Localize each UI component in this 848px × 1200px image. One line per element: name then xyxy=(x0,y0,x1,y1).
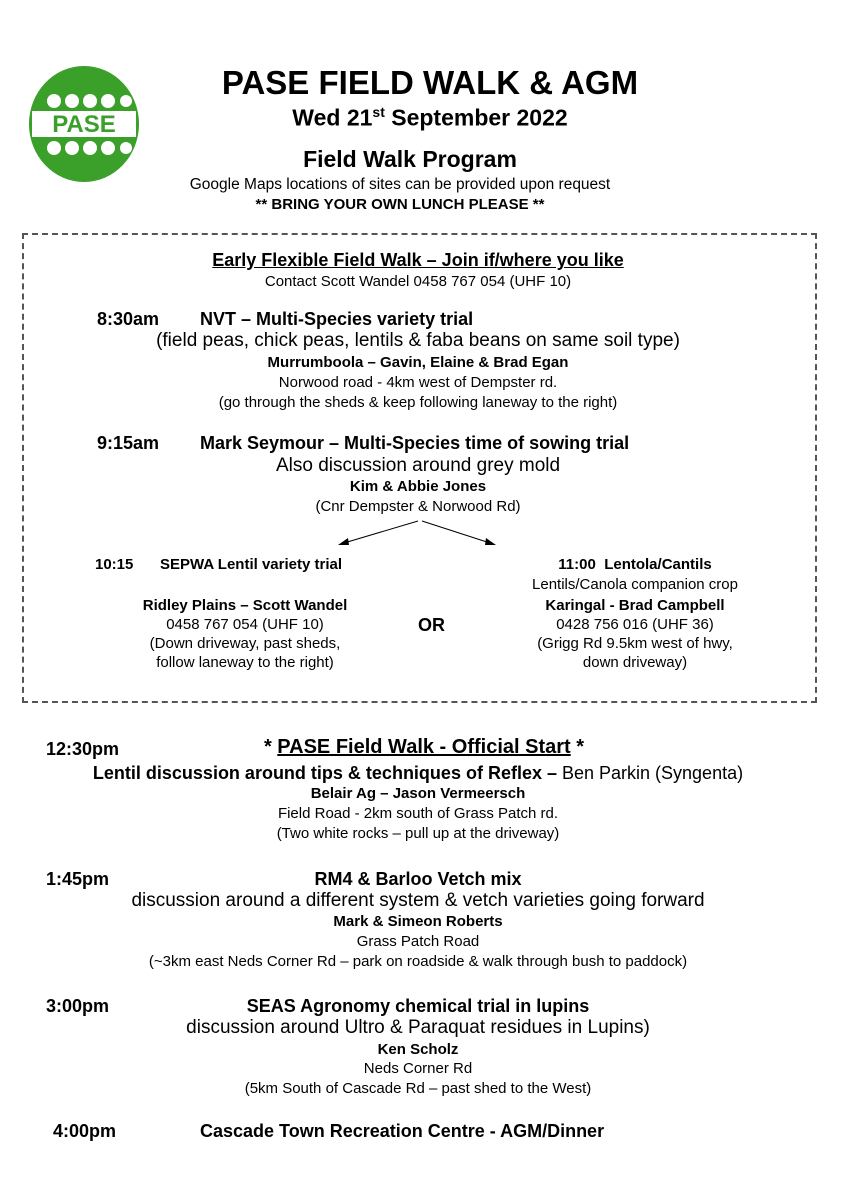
option-left-title: SEPWA Lentil variety trial xyxy=(160,556,342,573)
walk1-location: Norwood road - 4km west of Dempster rd. xyxy=(278,374,558,391)
walk1-title: NVT – Multi-Species variety trial xyxy=(200,309,474,329)
session2-location: Grass Patch Road xyxy=(356,933,480,950)
walk1-time: 8:30am xyxy=(97,309,160,329)
walk1-directions: (go through the sheds & keep following laneway to the right) xyxy=(218,394,618,411)
program-title: Field Walk Program xyxy=(303,146,517,172)
session2-title: RM4 & Barloo Vetch mix xyxy=(314,869,522,889)
logo-text: PASE xyxy=(52,111,116,138)
official-heading: * PASE Field Walk - Official Start * xyxy=(263,736,585,758)
maps-note: Google Maps locations of sites can be provided upon request xyxy=(189,176,611,193)
option-left-directions1: (Down driveway, past sheds, xyxy=(149,635,341,652)
option-right-host: Karingal - Brad Campbell xyxy=(545,597,725,614)
session2-detail: discussion around a different system & vetch varieties going forward xyxy=(131,890,705,911)
session3-title: SEAS Agronomy chemical trial in lupins xyxy=(246,996,590,1016)
walk2-detail: Also discussion around grey mold xyxy=(275,455,561,476)
option-right-directions1: (Grigg Rd 9.5km west of hwy, xyxy=(537,635,733,652)
branch-arrows-icon xyxy=(330,518,510,550)
option-left-directions2: follow laneway to the right) xyxy=(156,654,334,671)
session3-directions: (5km South of Cascade Rd – past shed to the West) xyxy=(244,1080,592,1097)
walk1-host: Murrumboola – Gavin, Elaine & Brad Egan xyxy=(267,354,569,371)
official-topic: Lentil discussion around tips & techniques of Reflex – Ben Parkin (Syngenta) xyxy=(92,763,744,783)
walk2-time: 9:15am xyxy=(97,433,160,453)
early-walk-contact: Contact Scott Wandel 0458 767 054 (UHF 10) xyxy=(264,273,572,290)
pase-logo xyxy=(28,64,140,184)
walk1-detail: (field peas, chick peas, lentils & faba beans on same soil type) xyxy=(156,330,680,351)
session2-time: 1:45pm xyxy=(46,869,110,889)
session2-directions: (~3km east Neds Corner Rd – park on roadside & walk through bush to paddock) xyxy=(148,953,688,970)
session2-host: Mark & Simeon Roberts xyxy=(333,913,503,930)
session3-detail: discussion around Ultro & Paraquat residues in Lupins) xyxy=(186,1017,650,1038)
lunch-note: ** BRING YOUR OWN LUNCH PLEASE ** xyxy=(255,196,545,213)
event-date: Wed 21st September 2022 xyxy=(292,104,568,131)
option-left-host: Ridley Plains – Scott Wandel xyxy=(142,597,348,614)
official-location: Field Road - 2km south of Grass Patch rd. xyxy=(277,805,559,822)
option-right-directions2: down driveway) xyxy=(582,654,688,671)
walk2-host: Kim & Abbie Jones xyxy=(349,478,487,495)
session3-location: Neds Corner Rd xyxy=(363,1060,473,1077)
option-left-time: 10:15 xyxy=(95,556,134,573)
option-right-heading: 11:00 Lentola/Cantils xyxy=(558,556,712,573)
session3-time: 3:00pm xyxy=(46,996,110,1016)
walk2-title: Mark Seymour – Multi-Species time of sowing trial xyxy=(200,433,630,453)
official-time: 12:30pm xyxy=(46,739,120,759)
option-left-phone: 0458 767 054 (UHF 10) xyxy=(166,616,324,633)
official-directions: (Two white rocks – pull up at the driveway) xyxy=(276,825,560,842)
session4-time: 4:00pm xyxy=(53,1121,117,1141)
or-label: OR xyxy=(418,615,445,635)
official-host: Belair Ag – Jason Vermeersch xyxy=(310,785,526,802)
session3-host: Ken Scholz xyxy=(377,1041,459,1058)
option-right-detail: Lentils/Canola companion crop xyxy=(532,576,738,593)
page-title: PASE FIELD WALK & AGM xyxy=(221,64,639,101)
early-walk-heading: Early Flexible Field Walk – Join if/where you like xyxy=(212,250,624,270)
walk2-location: (Cnr Dempster & Norwood Rd) xyxy=(315,498,521,515)
option-right-phone: 0428 756 016 (UHF 36) xyxy=(556,616,714,633)
session4-title: Cascade Town Recreation Centre - AGM/Dinner xyxy=(200,1121,605,1141)
